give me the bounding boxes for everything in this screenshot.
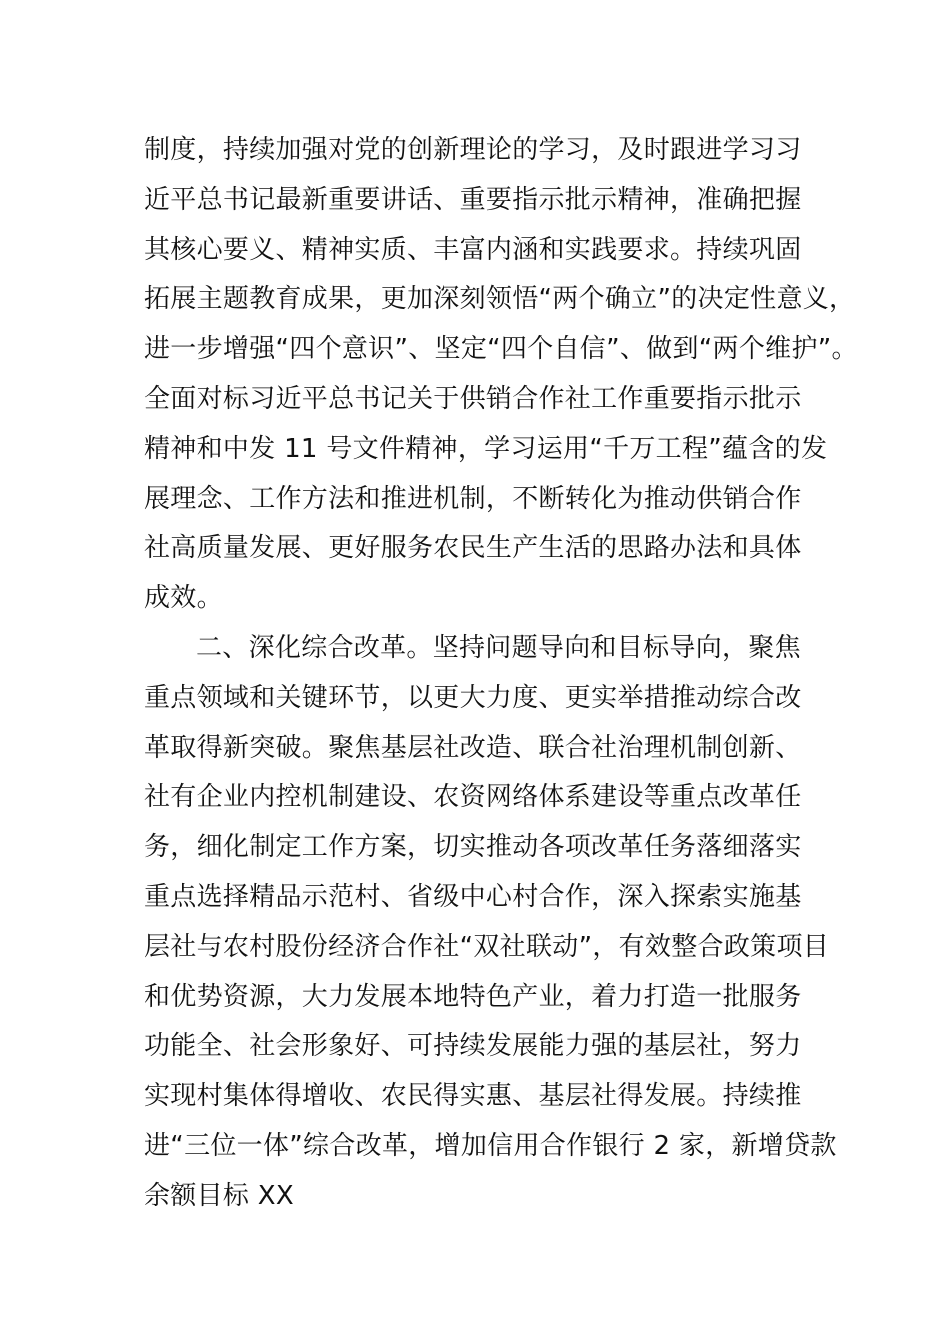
- text-line: 实现村集体得增收、农民得实惠、基层社得发展。持续推: [144, 1081, 802, 1112]
- text-line: 社有企业内控机制建设、农资网络体系建设等重点改革任: [144, 782, 802, 813]
- text-line: 社高质量发展、更好服务农民生产生活的思路办法和具体: [144, 533, 802, 564]
- text-line: 成效。: [144, 583, 223, 614]
- text-line: 层社与农村股份经济合作社“双社联动”，有效整合政策项目: [144, 931, 830, 962]
- text-line: 其核心要义、精神实质、丰富内涵和实践要求。持续巩固: [144, 234, 802, 265]
- text-line: 展理念、工作方法和推进机制，不断转化为推动供销合作: [144, 483, 802, 514]
- text-line: 进“三位一体”综合改革，增加信用合作银行 2 家，新增贷款: [144, 1130, 837, 1161]
- text-line: 拓展主题教育成果，更加深刻领悟“两个确立”的决定性意义，: [144, 284, 856, 315]
- text-line: 全面对标习近平总书记关于供销合作社工作重要指示批示: [144, 383, 802, 414]
- text-line: 制度，持续加强对党的创新理论的学习，及时跟进学习习: [144, 135, 802, 165]
- text-line: 重点领域和关键环节，以更大力度、更实举措推动综合改: [144, 682, 802, 713]
- text-line: 余额目标 XX: [144, 1180, 294, 1211]
- section-heading-line: 二、深化综合改革。坚持问题导向和目标导向，聚焦: [196, 632, 801, 663]
- text-line: 进一步增强“四个意识”、坚定“四个自信”、做到“两个维护”。: [144, 334, 858, 365]
- text-line: 功能全、社会形象好、可持续发展能力强的基层社，努力: [144, 1031, 802, 1062]
- text-line: 务，细化制定工作方案，切实推动各项改革任务落细落实: [144, 832, 802, 863]
- text-line: 革取得新突破。聚焦基层社改造、联合社治理机制创新、: [144, 732, 802, 763]
- text-line: 精神和中发 11 号文件精神，学习运用“千万工程”蕴含的发: [144, 433, 828, 464]
- text-line: 重点选择精品示范村、省级中心村合作，深入探索实施基: [144, 881, 802, 912]
- document-body: [144, 126, 858, 1222]
- text-line: 近平总书记最新重要讲话、重要指示批示精神，准确把握: [144, 184, 802, 215]
- text-line: 和优势资源，大力发展本地特色产业，着力打造一批服务: [144, 981, 802, 1012]
